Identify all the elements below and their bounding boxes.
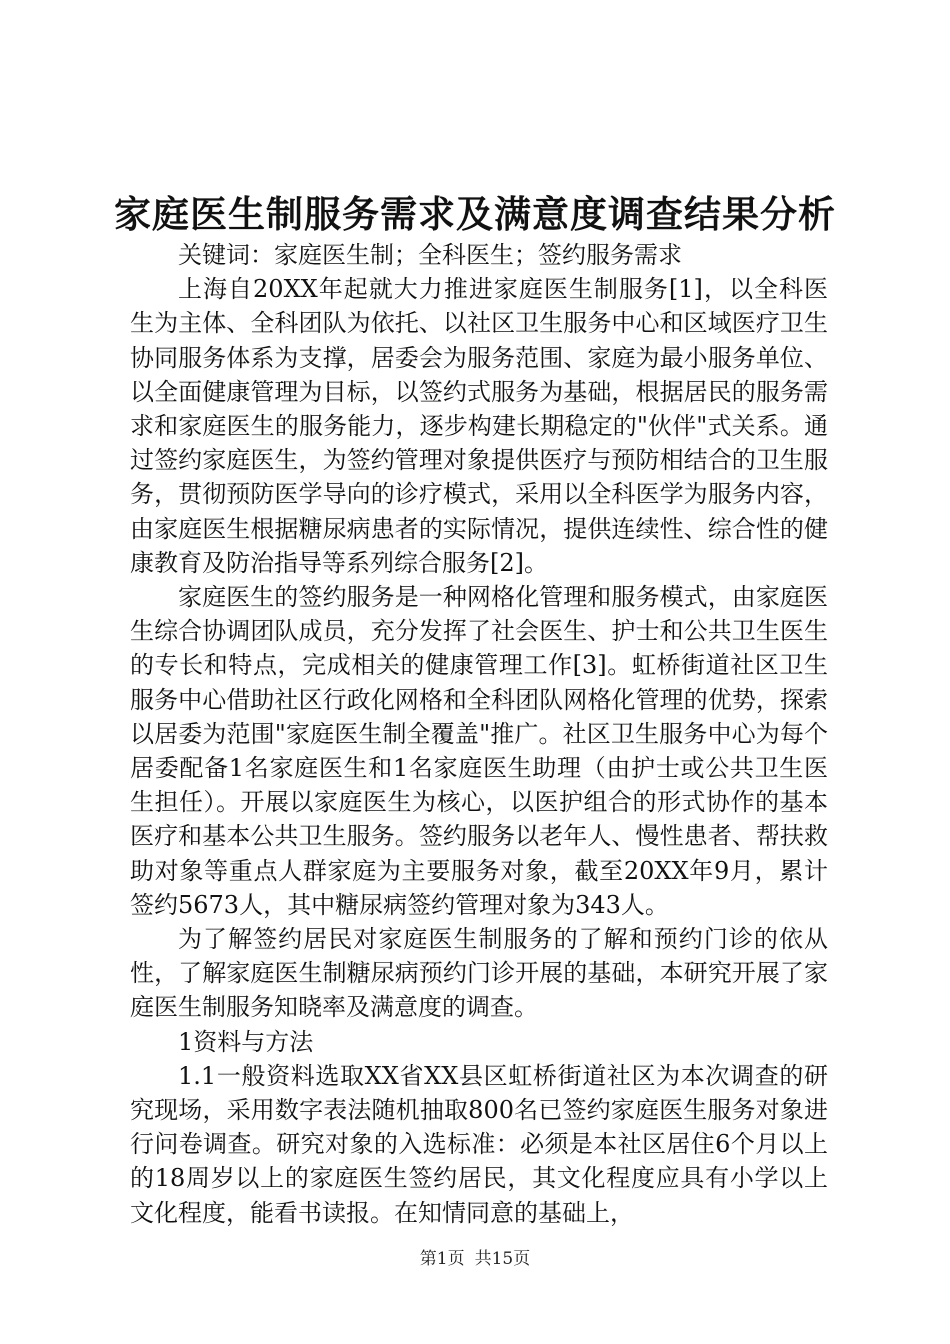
body-paragraph: 家庭医生的签约服务是一种网格化管理和服务模式，由家庭医生综合协调团队成员，充分发挥了社会医生、护士和公共卫生医生的专长和特点，完成相关的健康管理工作[3]。虹桥街道社区卫生服务中心借助社区行政化网格和全科团队网格化管理的优势，探索以居委为范围"家庭医生制全覆盖"推广。社区卫生服务中心为每个居委配备1名家庭医生和1名家庭医生助理（由护士或公共卫生医生担任）。开展以家庭医生为核心，以医护组合的形式协作的基本医疗和基本公共卫生服务。签约服务以老年人、慢性患者、帮扶救助对象等重点人群家庭为主要服务对象，截至20XX年9月，累计签约5673人，其中糖尿病签约管理对象为343人。 [130, 583, 828, 919]
page-total: 共15页 [474, 1249, 531, 1269]
document-body [130, 238, 828, 1230]
body-paragraph: 为了解签约居民对家庭医生制服务的了解和预约门诊的依从性，了解家庭医生制糖尿病预约门诊开展的基础，本研究开展了家庭医生制服务知晓率及满意度的调查。 [130, 925, 828, 1022]
section-heading: 1资料与方法 [178, 1027, 314, 1056]
document-title: 家庭医生制服务需求及满意度调查结果分析 [114, 192, 836, 236]
keywords-paragraph: 关键词：家庭医生制；全科医生；签约服务需求 [178, 241, 682, 269]
body-paragraph: 1.1一般资料选取XX省XX县区虹桥街道社区为本次调查的研究现场，采用数字表法随机抽取800名已签约家庭医生服务对象进行问卷调查。研究对象的入选标准：必须是本社区居住6个月以上的18周岁以上的家庭医生签约居民，其文化程度应具有小学以上文化程度，能看书读报。在知情同意的基础上， [130, 1061, 828, 1227]
page-number: 第1页 [419, 1249, 465, 1269]
body-paragraph: 上海自20XX年起就大力推进家庭医生制服务[1]，以全科医生为主体、全科团队为依托、以社区卫生服务中心和区域医疗卫生协同服务体系为支撑，居委会为服务范围、家庭为最小服务单位、以全面健康管理为目标，以签约式服务为基础，根据居民的服务需求和家庭医生的服务能力，逐步构建长期稳定的"伙伴"式关系。通过签约家庭医生，为签约管理对象提供医疗与预防相结合的卫生服务，贯彻预防医学导向的诊疗模式，采用以全科医学为服务内容，由家庭医生根据糖尿病患者的实际情况，提供连续性、综合性的健康教育及防治指导等系列综合服务[2]。 [130, 275, 828, 577]
page-footer [0, 1244, 950, 1269]
